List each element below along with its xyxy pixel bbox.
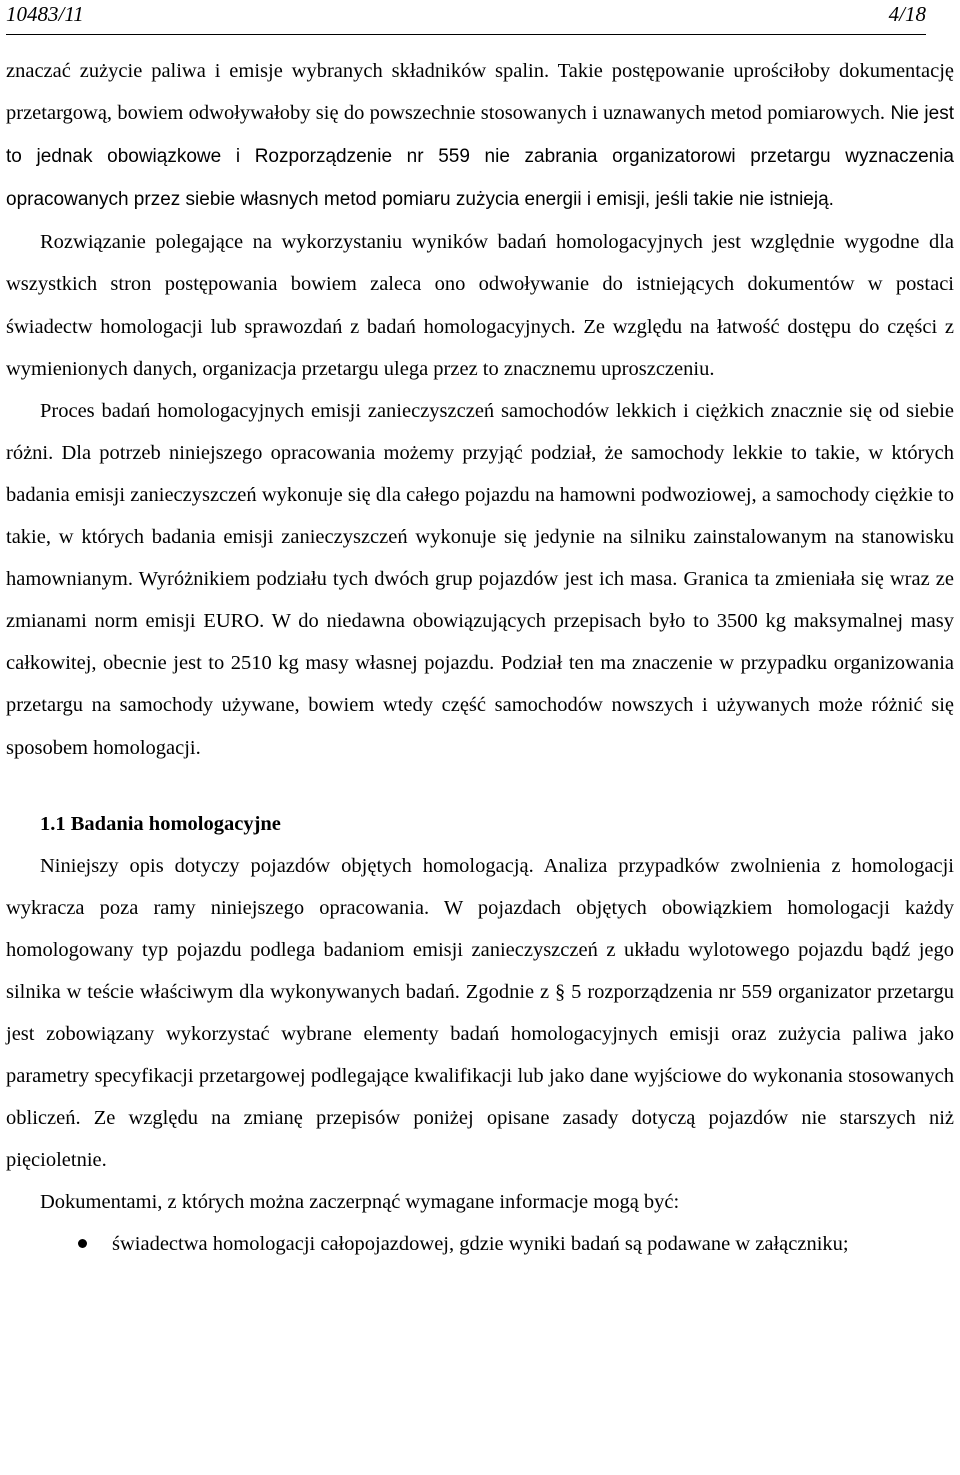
document-body [6,50,954,1266]
paragraph-3: Proces badań homologacyjnych emisji zanieczyszczeń samochodów lekkich i ciężkich znacznie się od siebie różni. Dla potrzeb niniejszego opracowania możemy przyjąć podział, że samochody lekkie to takie, w których badania emisji zanieczyszczeń wykonuje się dla całego pojazdu na hamowni podwoziowej, a samochody ciężkie to takie, w których badania emisji zanieczyszczeń wykonuje się jedynie na silniku zainstalowanym na stanowisku hamownianym. Wyróżnikiem podziału tych dwóch grup pojazdów jest ich masa. Granica ta zmieniała się wraz ze zmianami norm emisji EURO. W do niedawna obowiązujących przepisach było to 3500 kg maksymalnej masy całkowitej, obecnie jest to 2510 kg masy własnej pojazdu. Podział ten ma znaczenie w przypadku organizowania przetargu na samochody używane, bowiem wtedy część samochodów nowszych i używanych może różnić się sposobem homologacji. [6,399,954,759]
paragraph-5: Dokumentami, z których można zaczerpnąć wymagane informacje mogą być: [40,1191,680,1214]
bullet-list [6,1223,954,1265]
section-heading: 1.1 Badania homologacyjne [40,812,281,835]
paragraph-2: Rozwiązanie polegające na wykorzystaniu wyników badań homologacyjnych jest względnie wygodne dla wszystkich stron postępowania bowiem zaleca ono odwoływanie do istniejących dokumentów w postaci świadectw homologacji lub sprawozdań z badań homologacyjnych. Ze względu na łatwość dostępu do części z wymienionych danych, organizacja przetargu ulega przez to znacznemu uproszczeniu. [6,231,954,380]
paragraph-1-serif-text: znaczać zużycie paliwa i emisje wybranych składników spalin. Takie postępowanie uprościłoby dokumentację przetargową, bowiem odwoływałoby się do powszechnie stosowanych i uznawanych metod pomiarowych. [6,60,954,125]
page-number: 4/18 [888,2,926,26]
document-number: 10483/11 [6,2,84,26]
page-header [6,0,926,35]
bullet-icon [78,1239,87,1248]
paragraph-1-sans-text: Nie jest to jednak obowiązkowe i Rozporządzenie nr 559 nie zabrania organizatorowi przetargu wyznaczenia opracowanych przez siebie własnych metod pomiaru zużycia energii i emisji, jeśli takie nie istnieją. [6,103,954,211]
list-item [6,1223,954,1265]
list-item-text: świadectwa homologacji całopojazdowej, gdzie wyniki badań są podawane w załączniku; [112,1233,849,1256]
paragraph-4: Niniejszy opis dotyczy pojazdów objętych homologacją. Analiza przypadków zwolnienia z homologacji wykracza poza ramy niniejszego opracowania. W pojazdach objętych obowiązkiem homologacji każdy homologowany typ pojazdu podlega badaniom emisji zanieczyszczeń z układu wylotowego pojazdu bądź jego silnika w teście właściwym dla wykonywanych badań. Zgodnie z § 5 rozporządzenia nr 559 organizator przetargu jest zobowiązany wykorzystać wybrane elementy badań homologacyjnych emisji oraz zużycia paliwa jako parametry specyfikacji przetargowej podlegające kwalifikacji lub jako dane wyjściowe do wykonania stosowanych obliczeń. Ze względu na zmianę przepisów poniżej opisane zasady dotyczą pojazdów nie starszych niż pięcioletnie. [6,854,954,1172]
paragraph-1 [6,50,954,221]
